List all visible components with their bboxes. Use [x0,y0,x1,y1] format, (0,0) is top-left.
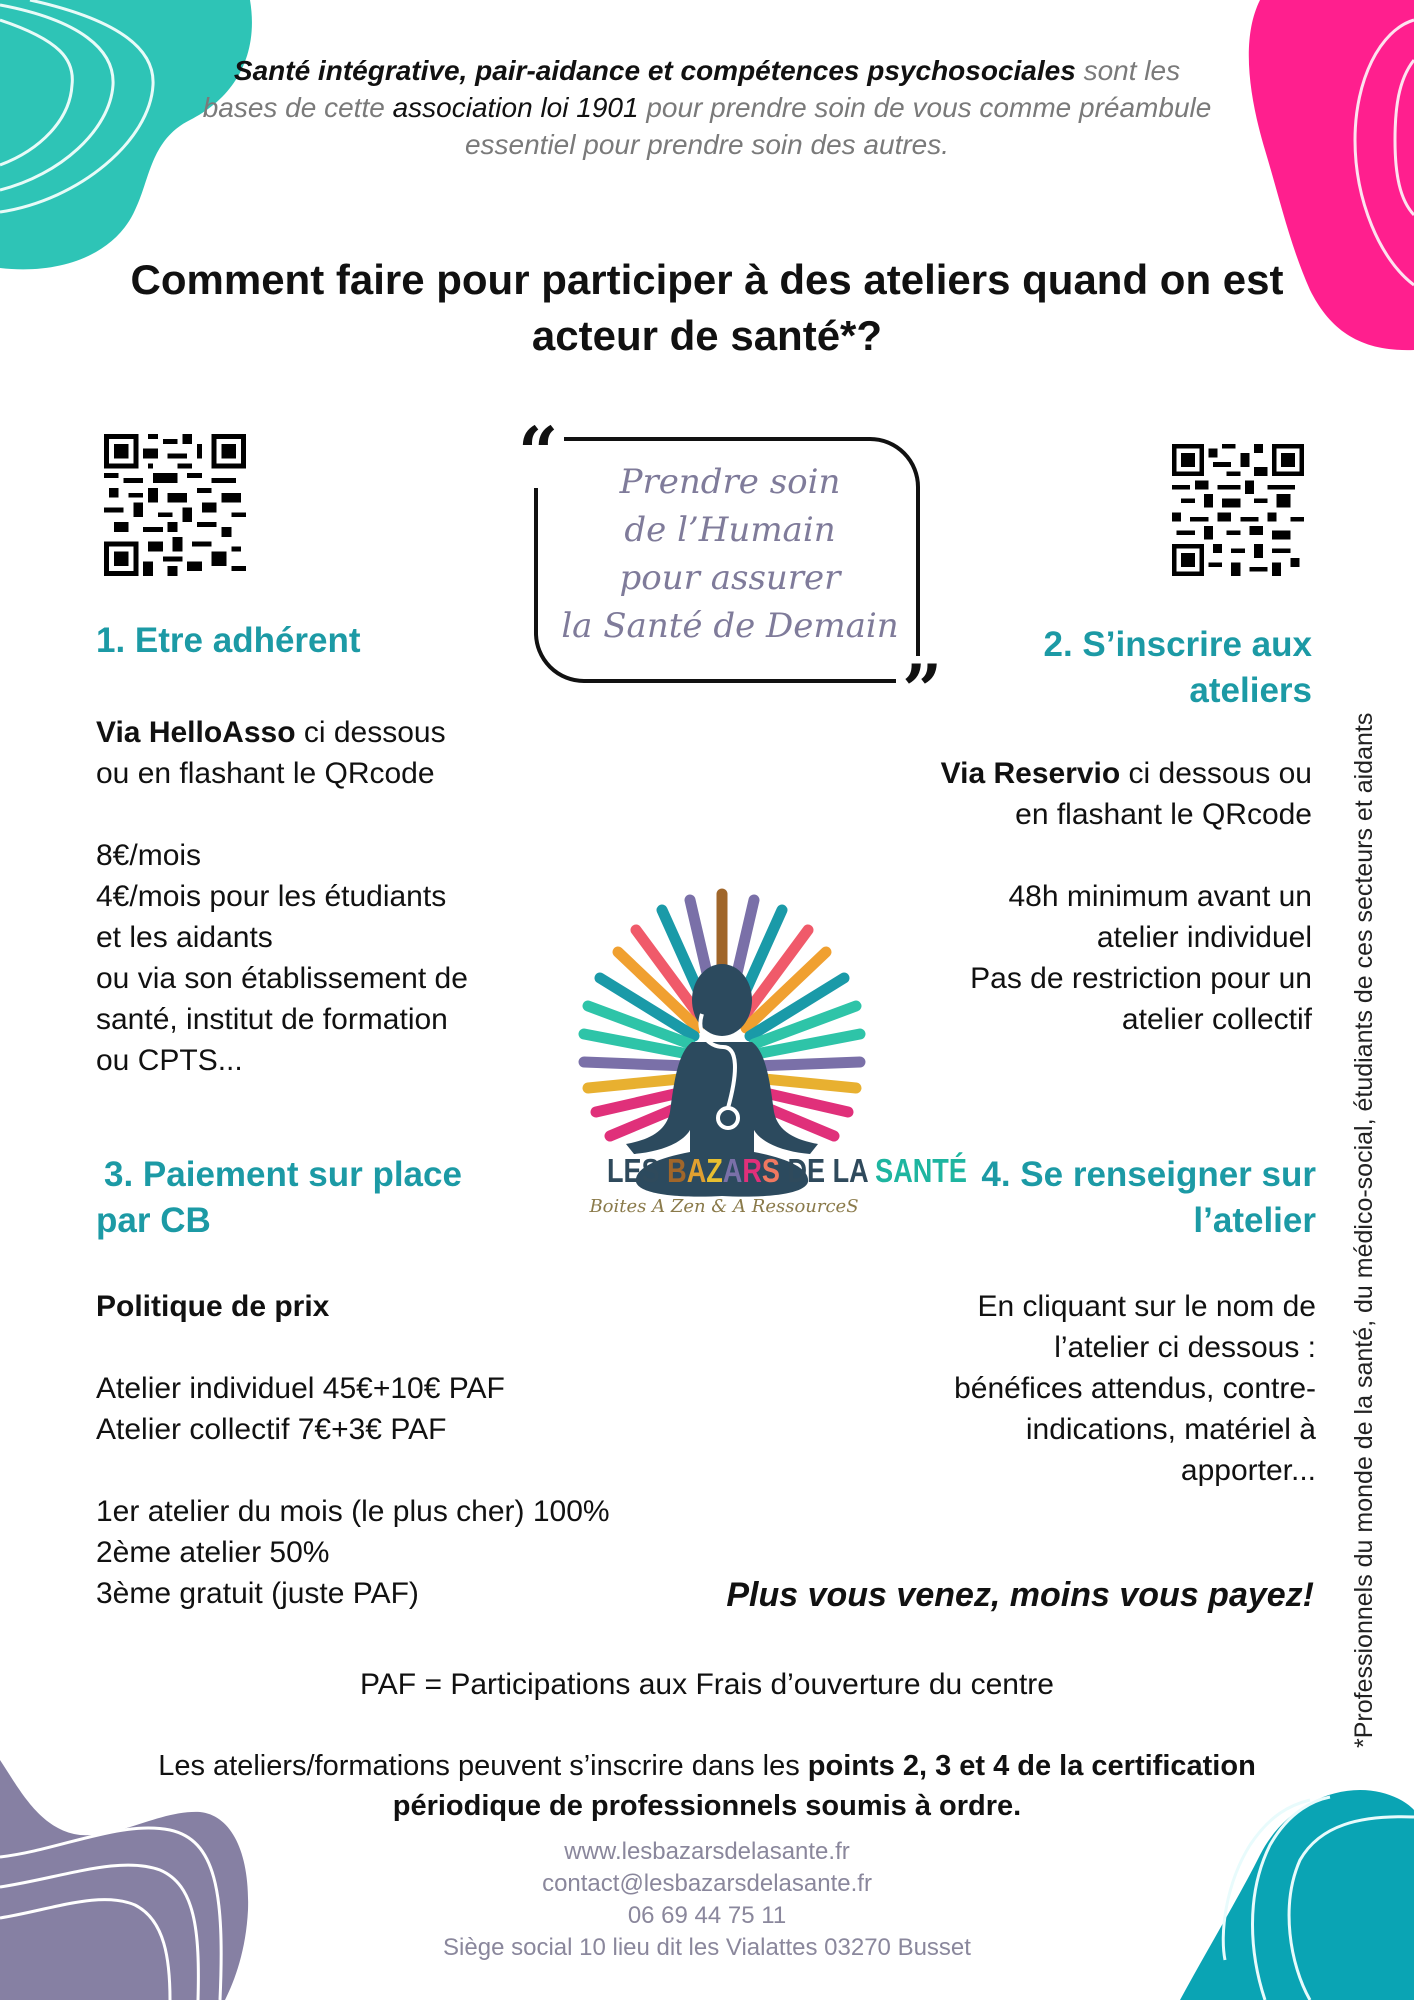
paf-definition: PAF = Participations aux Frais d’ouverture du centre [360,1668,1054,1701]
discount-3: 3ème gratuit (juste PAF) [96,1577,419,1610]
intro-gray-2: pour prendre soin de vous comme préambule essentiel pour prendre soin des autres. [464,92,1212,160]
step-3-body [96,1286,716,1614]
pricing-policy-heading [96,1286,716,1327]
step-1-line: ou CPTS... [96,1044,243,1077]
logo-title-part: B [667,1152,687,1189]
qr-code-reservio[interactable] [1172,444,1304,576]
logo-title-part: DE LA [779,1152,876,1189]
step-4-title-line: l’atelier [1193,1201,1316,1240]
logo-title-part: Z [706,1152,723,1189]
step-4-line: bénéfices attendus, contre- [954,1372,1316,1405]
logo-title-part: S [761,1152,780,1189]
website-link[interactable]: www.lesbazarsdelasante.fr [564,1838,850,1865]
address: Siège social 10 lieu dit les Vialattes 03270 Busset [443,1934,971,1961]
step-4-line: indications, matériel à [1025,1413,1316,1446]
step-1-price-reduced: 4€/mois pour les étudiants [96,880,447,913]
step-1-body [96,712,576,1081]
logo-title [607,1152,967,1190]
phone-number[interactable]: 06 69 44 75 11 [627,1902,787,1929]
intro-association: association loi 1901 [392,92,639,123]
pricing-policy-label: Politique de prix [96,1290,330,1323]
step-2-title-line: ateliers [1189,671,1312,710]
quote-line: de l’Humain [624,510,836,550]
step-2-line: 48h minimum avant un [1008,880,1312,913]
step-2-lead-rest: ci dessous ou [1120,757,1312,790]
price-individual: Atelier individuel 45€+10€ PAF [96,1372,505,1405]
contact-block [300,1836,1114,1964]
spacer [96,1327,716,1368]
step-1-lead-rest: ci dessous [295,716,446,749]
step-3-title-line: 3. Paiement sur place [104,1155,462,1194]
step-3-title [96,1152,556,1244]
quote-close-icon: ” [896,656,948,726]
vertical-footnote: *Professionnels du monde de la santé, du médico-social, étudiants de ces secteurs et aidants [1350,712,1378,1748]
quote-line: la Santé de Demain [561,606,899,646]
spacer [800,835,1312,876]
slogan: Plus vous venez, moins vous payez! [726,1576,1314,1614]
intro-bold: Santé intégrative, pair-aidance et compétences psychosociales [233,55,1076,86]
step-4-line: En cliquant sur le nom de [977,1290,1316,1323]
step-2-lead [800,753,1312,794]
intro-gray-1: sont les bases de cette [202,55,1181,123]
spacer [96,1450,716,1491]
step-4-title-line: 4. Se renseigner sur [981,1155,1316,1194]
quote-line: pour assurer [619,558,841,598]
quote-text [560,458,900,650]
logo-subtitle: Boites A Zen & A RessourceS [589,1196,859,1217]
step-2-title [900,622,1312,714]
price-collective: Atelier collectif 7€+3€ PAF [96,1413,447,1446]
step-1-price-full: 8€/mois [96,839,202,872]
step-2-line: en flashant le QRcode [1015,798,1312,831]
email-link[interactable]: contact@lesbazarsdelasante.fr [542,1870,872,1897]
certification-note [120,1746,1294,1826]
certification-normal: Les ateliers/formations peuvent s’inscrire dans les [158,1750,808,1782]
step-2-title-line: 2. S’inscrire aux [1043,625,1312,664]
step-1-line: santé, institut de formation [96,1003,448,1036]
page-title: Comment faire pour participer à des ateliers quand on est acteur de santé*? [130,256,1284,359]
quote-open-icon: “ [512,418,564,488]
step-1-lead [96,712,576,753]
step-4-title [880,1152,1316,1244]
step-3-title-line: par CB [96,1201,211,1240]
step-1-line: et les aidants [96,921,273,954]
discount-1: 1er atelier du mois (le plus cher) 100% [96,1495,610,1528]
logo-title-part: R [742,1152,762,1189]
reservio-link[interactable]: Via Reservio [940,757,1121,790]
step-2-line: Pas de restriction pour un [970,962,1312,995]
step-2-body [800,753,1312,1040]
logo-title-part: SANTÉ [875,1152,967,1189]
spacer [96,794,576,835]
qr-code-helloasso[interactable] [104,434,246,576]
step-1-title: 1. Etre adhérent [96,621,361,660]
step-1-line: ou en flashant le QRcode [96,757,435,790]
step-4-body [800,1286,1316,1491]
intro-paragraph [200,52,1214,163]
step-4-line: apporter... [1180,1454,1316,1487]
helloasso-link[interactable]: Via HelloAsso [96,716,296,749]
logo-title-part: A [686,1152,707,1189]
step-1-line: ou via son établissement de [96,962,468,995]
step-2-line: atelier collectif [1121,1003,1312,1036]
discount-2: 2ème atelier 50% [96,1536,330,1569]
quote-line: Prendre soin [619,462,841,502]
step-4-line: l’atelier ci dessous : [1054,1331,1316,1364]
logo-title-part: LES [607,1152,668,1189]
certification-bold: points 2, 3 et 4 de la certification périodique de professionnels soumis à ordre. [392,1750,1256,1822]
logo-title-part: A [722,1152,743,1189]
step-2-line: atelier individuel [1096,921,1312,954]
